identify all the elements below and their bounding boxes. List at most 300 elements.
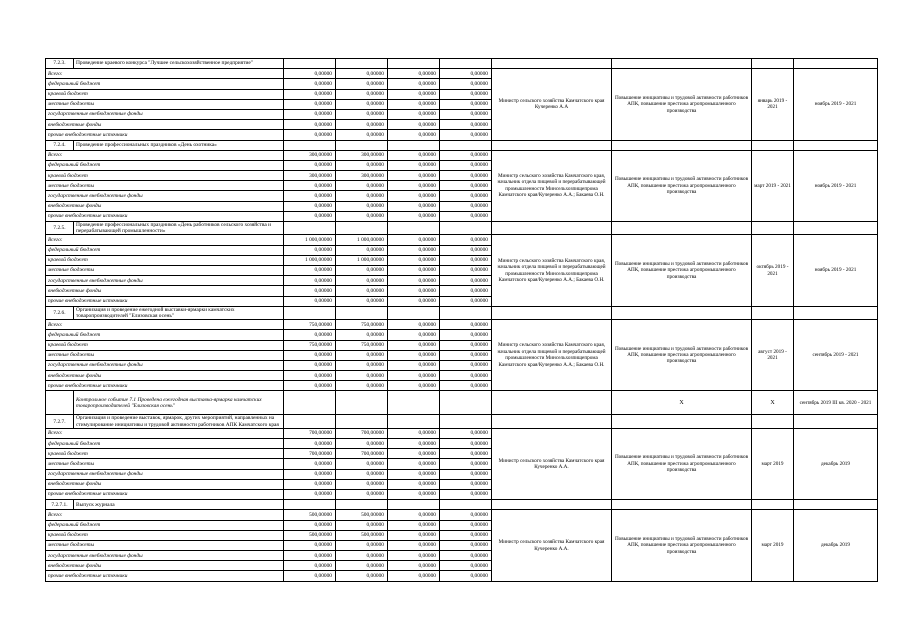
amount-cell: 700,00000 bbox=[284, 428, 336, 438]
amount-cell: 0,00000 bbox=[284, 350, 336, 360]
amount-cell: 750,00000 bbox=[336, 320, 388, 330]
row-label: государственные внебюджетные фонды bbox=[46, 191, 284, 201]
amount-cell: 0,00000 bbox=[388, 520, 440, 530]
amount-cell: 0,00000 bbox=[388, 191, 440, 201]
amount-cell: 0,00000 bbox=[388, 459, 440, 469]
amount-cell: 700,00000 bbox=[336, 449, 388, 459]
item-title: Проведение краевого конкурса "Лучшее сельскохозяйственное предприятие" bbox=[74, 59, 284, 69]
row-label: внебюджетные фонды bbox=[46, 286, 284, 296]
empty-cell bbox=[440, 222, 492, 235]
item-code: 7.2.7.1. bbox=[46, 500, 74, 510]
amount-cell: 0,00000 bbox=[336, 296, 388, 306]
amount-cell: 0,00000 bbox=[284, 265, 336, 275]
amount-cell: 0,00000 bbox=[284, 371, 336, 381]
amount-cell: 0,00000 bbox=[284, 181, 336, 191]
amount-cell: 0,00000 bbox=[336, 360, 388, 370]
amount-cell: 0,00000 bbox=[440, 89, 492, 99]
empty-cell bbox=[440, 391, 492, 415]
item-title: Организация и проведение ежегодной выставки-ярмарки камчатских товаропроизводителей "Елизовская осень" bbox=[74, 306, 284, 319]
row-label: государственные внебюджетные фонды bbox=[46, 360, 284, 370]
amount-cell: 0,00000 bbox=[336, 79, 388, 89]
amount-cell: 0,00000 bbox=[388, 150, 440, 160]
empty-cell bbox=[284, 415, 336, 428]
amount-cell: 0,00000 bbox=[388, 89, 440, 99]
empty-cell bbox=[388, 391, 440, 415]
amount-cell: 0,00000 bbox=[388, 479, 440, 489]
table-row bbox=[46, 428, 878, 438]
row-label: местные бюджеты bbox=[46, 265, 284, 275]
document-page bbox=[45, 58, 877, 582]
amount-cell: 500,00000 bbox=[284, 530, 336, 540]
row-label: Всего: bbox=[46, 320, 284, 330]
amount-cell: 0,00000 bbox=[388, 265, 440, 275]
section-title-row bbox=[46, 140, 878, 150]
empty-cell bbox=[492, 140, 612, 150]
end-period-cell: декабрь 2019 bbox=[794, 428, 878, 499]
empty-cell bbox=[752, 222, 794, 235]
amount-cell: 0,00000 bbox=[284, 69, 336, 79]
goal-cell: Повышение инициативы и трудовой активности работников АПК, повышение престижа агропромышленного производства bbox=[612, 428, 752, 499]
amount-cell: 0,00000 bbox=[284, 459, 336, 469]
amount-cell: 0,00000 bbox=[336, 276, 388, 286]
control-period-cell: X bbox=[752, 391, 794, 415]
amount-cell: 0,00000 bbox=[388, 320, 440, 330]
amount-cell: 0,00000 bbox=[440, 201, 492, 211]
amount-cell: 0,00000 bbox=[440, 235, 492, 245]
amount-cell: 0,00000 bbox=[284, 245, 336, 255]
amount-cell: 750,00000 bbox=[284, 340, 336, 350]
end-period-cell: ноябрь 2019 - 2021 bbox=[794, 150, 878, 221]
amount-cell: 0,00000 bbox=[388, 181, 440, 191]
start-period-cell: март 2019 bbox=[752, 510, 794, 581]
amount-cell: 0,00000 bbox=[336, 89, 388, 99]
empty-cell bbox=[440, 59, 492, 69]
row-label: государственные внебюджетные фонды bbox=[46, 469, 284, 479]
amount-cell: 0,00000 bbox=[440, 320, 492, 330]
amount-cell: 0,00000 bbox=[284, 160, 336, 170]
amount-cell: 0,00000 bbox=[440, 439, 492, 449]
row-label: краевой бюджет bbox=[46, 340, 284, 350]
amount-cell: 0,00000 bbox=[284, 330, 336, 340]
amount-cell: 0,00000 bbox=[388, 350, 440, 360]
empty-cell bbox=[336, 500, 388, 510]
table-row bbox=[46, 320, 878, 330]
empty-cell bbox=[752, 140, 794, 150]
empty-cell bbox=[388, 222, 440, 235]
amount-cell: 0,00000 bbox=[440, 540, 492, 550]
responsible-cell: Министр сельского хозяйства Камчатского края, начальник отдела пищевой и перерабатывающей промышленности Минсельхозпищепрома Камчатского края/Кучеренко А.А.; Бакаева О.Н. bbox=[492, 150, 612, 221]
amount-cell: 0,00000 bbox=[440, 360, 492, 370]
amount-cell: 0,00000 bbox=[440, 99, 492, 109]
responsible-cell: Министр сельского хозяйства Камчатского края Кучеренко А.А bbox=[492, 69, 612, 140]
amount-cell: 0,00000 bbox=[284, 360, 336, 370]
start-period-cell: август 2019 - 2021 bbox=[752, 320, 794, 391]
empty-cell bbox=[752, 415, 794, 428]
item-title: Организация и проведение выставок, ярмарок, других мероприятий, направленных на стимулирование инициативы и трудовой активности работников АПК Камчатского края bbox=[74, 415, 284, 428]
amount-cell: 0,00000 bbox=[440, 255, 492, 265]
amount-cell: 0,00000 bbox=[440, 469, 492, 479]
amount-cell: 0,00000 bbox=[336, 286, 388, 296]
amount-cell: 0,00000 bbox=[284, 109, 336, 119]
empty-cell bbox=[752, 59, 794, 69]
end-period-cell: ноябрь 2019 - 2021 bbox=[794, 235, 878, 306]
goal-cell: Повышение инициативы и трудовой активности работников АПК, повышение престижа агропромышленного производства bbox=[612, 69, 752, 140]
amount-cell: 0,00000 bbox=[440, 330, 492, 340]
amount-cell: 0,00000 bbox=[440, 79, 492, 89]
amount-cell: 0,00000 bbox=[388, 255, 440, 265]
amount-cell: 0,00000 bbox=[388, 109, 440, 119]
section-title-row bbox=[46, 59, 878, 69]
amount-cell: 0,00000 bbox=[440, 520, 492, 530]
amount-cell: 0,00000 bbox=[284, 130, 336, 140]
row-label: Всего: bbox=[46, 510, 284, 520]
row-label: Всего: bbox=[46, 69, 284, 79]
row-label: местные бюджеты bbox=[46, 99, 284, 109]
row-label: федеральный бюджет bbox=[46, 79, 284, 89]
empty-cell bbox=[336, 415, 388, 428]
empty-cell bbox=[388, 306, 440, 319]
amount-cell: 1 000,00000 bbox=[336, 255, 388, 265]
amount-cell: 0,00000 bbox=[336, 99, 388, 109]
amount-cell: 0,00000 bbox=[440, 371, 492, 381]
amount-cell: 0,00000 bbox=[440, 489, 492, 499]
amount-cell: 0,00000 bbox=[388, 130, 440, 140]
amount-cell: 0,00000 bbox=[388, 296, 440, 306]
amount-cell: 0,00000 bbox=[336, 469, 388, 479]
amount-cell: 0,00000 bbox=[336, 551, 388, 561]
empty-cell bbox=[612, 140, 752, 150]
row-label: государственные внебюджетные фонды bbox=[46, 551, 284, 561]
empty-cell bbox=[794, 500, 878, 510]
row-label: местные бюджеты bbox=[46, 350, 284, 360]
row-label: внебюджетные фонды bbox=[46, 120, 284, 130]
row-label: государственные внебюджетные фонды bbox=[46, 109, 284, 119]
end-period-cell: ноябрь 2019 - 2021 bbox=[794, 69, 878, 140]
amount-cell: 750,00000 bbox=[336, 340, 388, 350]
goal-cell: Повышение инициативы и трудовой активности работников АПК, повышение престижа агропромышленного производства bbox=[612, 235, 752, 306]
amount-cell: 0,00000 bbox=[440, 530, 492, 540]
amount-cell: 500,00000 bbox=[336, 510, 388, 520]
amount-cell: 0,00000 bbox=[440, 350, 492, 360]
goal-cell: Повышение инициативы и трудовой активности работников АПК, повышение престижа агропромышленного производства bbox=[612, 510, 752, 581]
amount-cell: 0,00000 bbox=[440, 160, 492, 170]
row-label: федеральный бюджет bbox=[46, 160, 284, 170]
empty-cell bbox=[284, 140, 336, 150]
amount-cell: 0,00000 bbox=[388, 330, 440, 340]
section-title-row bbox=[46, 500, 878, 510]
amount-cell: 0,00000 bbox=[388, 211, 440, 221]
amount-cell: 0,00000 bbox=[388, 551, 440, 561]
amount-cell: 0,00000 bbox=[388, 276, 440, 286]
amount-cell: 0,00000 bbox=[336, 561, 388, 571]
amount-cell: 0,00000 bbox=[388, 360, 440, 370]
amount-cell: 0,00000 bbox=[336, 479, 388, 489]
amount-cell: 0,00000 bbox=[388, 489, 440, 499]
section-title-row bbox=[46, 306, 878, 319]
amount-cell: 0,00000 bbox=[440, 109, 492, 119]
amount-cell: 0,00000 bbox=[284, 89, 336, 99]
amount-cell: 0,00000 bbox=[284, 561, 336, 571]
responsible-cell: Министр сельского хозяйства Камчатского края, начальник отдела пищевой и перерабатывающей промышленности Минсельхозпищепрома Камчатского края/Кучеренко А.А.; Бакаева О.Н. bbox=[492, 320, 612, 391]
empty-cell bbox=[440, 140, 492, 150]
amount-cell: 0,00000 bbox=[440, 69, 492, 79]
amount-cell: 0,00000 bbox=[388, 540, 440, 550]
amount-cell: 0,00000 bbox=[284, 99, 336, 109]
empty-cell bbox=[492, 222, 612, 235]
empty-cell bbox=[794, 140, 878, 150]
amount-cell: 0,00000 bbox=[336, 571, 388, 581]
amount-cell: 0,00000 bbox=[440, 381, 492, 391]
empty-cell bbox=[492, 415, 612, 428]
amount-cell: 0,00000 bbox=[440, 265, 492, 275]
amount-cell: 500,00000 bbox=[284, 510, 336, 520]
item-code: 7.2.6. bbox=[46, 306, 74, 319]
control-goal-cell: X bbox=[612, 391, 752, 415]
empty-cell bbox=[794, 222, 878, 235]
amount-cell: 0,00000 bbox=[284, 439, 336, 449]
empty-cell bbox=[388, 415, 440, 428]
row-label: краевой бюджет bbox=[46, 171, 284, 181]
table-row bbox=[46, 510, 878, 520]
amount-cell: 0,00000 bbox=[284, 520, 336, 530]
amount-cell: 0,00000 bbox=[284, 551, 336, 561]
amount-cell: 0,00000 bbox=[440, 171, 492, 181]
amount-cell: 0,00000 bbox=[336, 201, 388, 211]
amount-cell: 0,00000 bbox=[336, 130, 388, 140]
empty-cell bbox=[612, 306, 752, 319]
item-code: 7.2.7. bbox=[46, 415, 74, 428]
amount-cell: 0,00000 bbox=[440, 510, 492, 520]
table-body bbox=[46, 59, 878, 582]
item-code: 7.2.4. bbox=[46, 140, 74, 150]
amount-cell: 0,00000 bbox=[336, 350, 388, 360]
empty-cell bbox=[284, 500, 336, 510]
amount-cell: 300,00000 bbox=[336, 171, 388, 181]
amount-cell: 0,00000 bbox=[284, 191, 336, 201]
empty-cell bbox=[284, 306, 336, 319]
row-label: прочие внебюджетные источники bbox=[46, 211, 284, 221]
amount-cell: 0,00000 bbox=[440, 245, 492, 255]
amount-cell: 1 000,00000 bbox=[284, 255, 336, 265]
amount-cell: 0,00000 bbox=[336, 109, 388, 119]
amount-cell: 0,00000 bbox=[440, 191, 492, 201]
amount-cell: 0,00000 bbox=[440, 551, 492, 561]
amount-cell: 0,00000 bbox=[388, 171, 440, 181]
section-title-row bbox=[46, 415, 878, 428]
amount-cell: 0,00000 bbox=[284, 469, 336, 479]
amount-cell: 0,00000 bbox=[440, 276, 492, 286]
table-row bbox=[46, 150, 878, 160]
amount-cell: 0,00000 bbox=[440, 181, 492, 191]
responsible-cell: Министр сельского хозяйства Камчатского края Кучеренко А.А. bbox=[492, 510, 612, 581]
empty-cell bbox=[492, 59, 612, 69]
amount-cell: 0,00000 bbox=[440, 571, 492, 581]
goal-cell: Повышение инициативы и трудовой активности работников АПК, повышение престижа агропромышленного производства bbox=[612, 320, 752, 391]
row-label: прочие внебюджетные источники bbox=[46, 571, 284, 581]
empty-cell bbox=[794, 59, 878, 69]
amount-cell: 0,00000 bbox=[440, 211, 492, 221]
control-event-row bbox=[46, 391, 878, 415]
amount-cell: 0,00000 bbox=[388, 449, 440, 459]
row-label: федеральный бюджет bbox=[46, 520, 284, 530]
item-title: Проведение профессиональных праздников «День работников сельского хозяйства и перерабатывающей промышленности» bbox=[74, 222, 284, 235]
amount-cell: 0,00000 bbox=[284, 571, 336, 581]
amount-cell: 0,00000 bbox=[284, 286, 336, 296]
empty-cell bbox=[388, 500, 440, 510]
amount-cell: 0,00000 bbox=[284, 201, 336, 211]
empty-cell bbox=[46, 391, 74, 415]
goal-cell: Повышение инициативы и трудовой активности работников АПК, повышение престижа агропромышленного производства bbox=[612, 150, 752, 221]
control-event-text: Контрольное событие 7.1 Проведена ежегодная выставка-ярмарка камчатских товаропроизводителей "Елизовская осень" bbox=[74, 391, 284, 415]
amount-cell: 300,00000 bbox=[336, 150, 388, 160]
empty-cell bbox=[794, 306, 878, 319]
amount-cell: 0,00000 bbox=[284, 276, 336, 286]
amount-cell: 0,00000 bbox=[440, 459, 492, 469]
row-label: прочие внебюджетные источники bbox=[46, 381, 284, 391]
row-label: федеральный бюджет bbox=[46, 330, 284, 340]
amount-cell: 500,00000 bbox=[336, 530, 388, 540]
responsible-cell: Министр сельского хозяйства Камчатского края Кучеренко А.А. bbox=[492, 428, 612, 499]
empty-cell bbox=[284, 391, 336, 415]
amount-cell: 0,00000 bbox=[388, 530, 440, 540]
amount-cell: 1 000,00000 bbox=[284, 235, 336, 245]
start-period-cell: март 2019 - 2021 bbox=[752, 150, 794, 221]
amount-cell: 0,00000 bbox=[284, 79, 336, 89]
amount-cell: 0,00000 bbox=[388, 286, 440, 296]
amount-cell: 0,00000 bbox=[336, 265, 388, 275]
item-code: 7.2.5. bbox=[46, 222, 74, 235]
row-label: краевой бюджет bbox=[46, 449, 284, 459]
empty-cell bbox=[752, 306, 794, 319]
amount-cell: 0,00000 bbox=[388, 201, 440, 211]
empty-cell bbox=[440, 415, 492, 428]
empty-cell bbox=[440, 306, 492, 319]
amount-cell: 0,00000 bbox=[388, 120, 440, 130]
amount-cell: 0,00000 bbox=[440, 340, 492, 350]
row-label: внебюджетные фонды bbox=[46, 479, 284, 489]
amount-cell: 0,00000 bbox=[388, 69, 440, 79]
amount-cell: 0,00000 bbox=[284, 211, 336, 221]
start-period-cell: январь 2019 - 2021 bbox=[752, 69, 794, 140]
row-label: федеральный бюджет bbox=[46, 439, 284, 449]
row-label: внебюджетные фонды bbox=[46, 201, 284, 211]
empty-cell bbox=[336, 222, 388, 235]
amount-cell: 0,00000 bbox=[440, 150, 492, 160]
amount-cell: 0,00000 bbox=[336, 120, 388, 130]
empty-cell bbox=[612, 500, 752, 510]
program-table bbox=[45, 58, 878, 582]
amount-cell: 0,00000 bbox=[440, 130, 492, 140]
amount-cell: 750,00000 bbox=[284, 320, 336, 330]
amount-cell: 0,00000 bbox=[336, 439, 388, 449]
amount-cell: 0,00000 bbox=[336, 371, 388, 381]
amount-cell: 0,00000 bbox=[388, 371, 440, 381]
amount-cell: 0,00000 bbox=[336, 540, 388, 550]
table-row bbox=[46, 235, 878, 245]
row-label: Всего: bbox=[46, 150, 284, 160]
amount-cell: 0,00000 bbox=[284, 120, 336, 130]
row-label: государственные внебюджетные фонды bbox=[46, 276, 284, 286]
row-label: краевой бюджет bbox=[46, 255, 284, 265]
control-deadline-cell: сентябрь 2019 III кв. 2020 - 2021 bbox=[794, 391, 878, 415]
section-title-row bbox=[46, 222, 878, 235]
amount-cell: 300,00000 bbox=[284, 171, 336, 181]
amount-cell: 0,00000 bbox=[388, 160, 440, 170]
amount-cell: 0,00000 bbox=[336, 160, 388, 170]
amount-cell: 0,00000 bbox=[388, 340, 440, 350]
item-title: Проведение профессиональных праздников «День охотника» bbox=[74, 140, 284, 150]
row-label: прочие внебюджетные источники bbox=[46, 296, 284, 306]
amount-cell: 0,00000 bbox=[284, 540, 336, 550]
empty-cell bbox=[612, 222, 752, 235]
amount-cell: 0,00000 bbox=[336, 381, 388, 391]
row-label: прочие внебюджетные источники bbox=[46, 489, 284, 499]
empty-cell bbox=[440, 500, 492, 510]
amount-cell: 700,00000 bbox=[284, 449, 336, 459]
amount-cell: 0,00000 bbox=[388, 510, 440, 520]
amount-cell: 0,00000 bbox=[388, 469, 440, 479]
amount-cell: 0,00000 bbox=[388, 381, 440, 391]
empty-cell bbox=[794, 415, 878, 428]
amount-cell: 0,00000 bbox=[440, 479, 492, 489]
empty-cell bbox=[752, 500, 794, 510]
row-label: федеральный бюджет bbox=[46, 245, 284, 255]
amount-cell: 0,00000 bbox=[388, 235, 440, 245]
row-label: местные бюджеты bbox=[46, 181, 284, 191]
amount-cell: 0,00000 bbox=[336, 489, 388, 499]
item-code: 7.2.3. bbox=[46, 59, 74, 69]
amount-cell: 0,00000 bbox=[284, 489, 336, 499]
amount-cell: 700,00000 bbox=[336, 428, 388, 438]
empty-cell bbox=[388, 140, 440, 150]
row-label: прочие внебюджетные источники bbox=[46, 130, 284, 140]
empty-cell bbox=[336, 306, 388, 319]
amount-cell: 0,00000 bbox=[336, 181, 388, 191]
amount-cell: 0,00000 bbox=[440, 286, 492, 296]
empty-cell bbox=[336, 391, 388, 415]
amount-cell: 0,00000 bbox=[440, 296, 492, 306]
row-label: внебюджетные фонды bbox=[46, 371, 284, 381]
amount-cell: 0,00000 bbox=[336, 191, 388, 201]
amount-cell: 0,00000 bbox=[284, 479, 336, 489]
amount-cell: 0,00000 bbox=[388, 439, 440, 449]
row-label: местные бюджеты bbox=[46, 459, 284, 469]
amount-cell: 0,00000 bbox=[388, 571, 440, 581]
row-label: местные бюджеты bbox=[46, 540, 284, 550]
row-label: Всего: bbox=[46, 235, 284, 245]
item-title: Выпуск журнала bbox=[74, 500, 284, 510]
empty-cell bbox=[492, 500, 612, 510]
amount-cell: 0,00000 bbox=[336, 69, 388, 79]
end-period-cell: декабрь 2019 bbox=[794, 510, 878, 581]
table-row bbox=[46, 69, 878, 79]
amount-cell: 0,00000 bbox=[388, 561, 440, 571]
amount-cell: 0,00000 bbox=[440, 120, 492, 130]
amount-cell: 0,00000 bbox=[388, 428, 440, 438]
amount-cell: 0,00000 bbox=[440, 561, 492, 571]
amount-cell: 0,00000 bbox=[336, 330, 388, 340]
empty-cell bbox=[388, 59, 440, 69]
amount-cell: 1 000,00000 bbox=[336, 235, 388, 245]
amount-cell: 300,00000 bbox=[284, 150, 336, 160]
amount-cell: 0,00000 bbox=[336, 459, 388, 469]
start-period-cell: март 2019 bbox=[752, 428, 794, 499]
amount-cell: 0,00000 bbox=[440, 428, 492, 438]
amount-cell: 0,00000 bbox=[284, 381, 336, 391]
empty-cell bbox=[492, 306, 612, 319]
amount-cell: 0,00000 bbox=[336, 211, 388, 221]
start-period-cell: октябрь 2019 - 2021 bbox=[752, 235, 794, 306]
